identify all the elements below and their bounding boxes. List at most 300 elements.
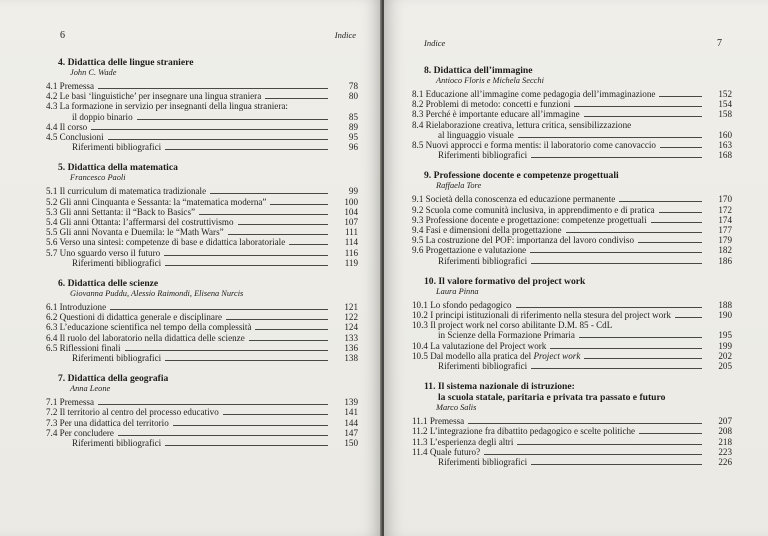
section-number: 10.2 bbox=[412, 310, 428, 321]
entry-line bbox=[412, 351, 706, 361]
dot-leader bbox=[173, 425, 328, 426]
section-title: Gli anni Cinquanta e Sessanta: la “matematica moderna” bbox=[59, 196, 267, 207]
page-reference: 89 bbox=[348, 121, 358, 132]
entry-line bbox=[412, 416, 706, 426]
section-number: 9.3 bbox=[412, 214, 424, 225]
section-number: 4.2 bbox=[46, 91, 58, 102]
dot-leader bbox=[516, 307, 702, 308]
page-reference: 195 bbox=[718, 330, 732, 341]
section-number: 7.3 bbox=[46, 417, 58, 428]
toc-entry bbox=[46, 91, 358, 101]
section-number: 5.1 bbox=[46, 186, 58, 197]
section-number: 8.1 bbox=[412, 89, 424, 99]
dot-leader bbox=[110, 309, 328, 310]
toc-entry bbox=[412, 225, 732, 235]
toc-entry bbox=[412, 341, 732, 351]
page-reference: 226 bbox=[718, 457, 732, 468]
section-number: 6.5 bbox=[46, 342, 58, 353]
page-reference: 133 bbox=[344, 332, 358, 343]
toc-chapter bbox=[412, 276, 732, 371]
section-title: Premessa bbox=[59, 397, 95, 408]
entry-label bbox=[438, 457, 527, 467]
entry-label bbox=[412, 194, 615, 204]
entry-label bbox=[46, 207, 195, 217]
entry-label bbox=[412, 437, 513, 447]
section-title: Educazione all’immagine come pedagogia dell’immaginazione bbox=[425, 89, 656, 99]
toc-entry bbox=[412, 215, 732, 225]
entry-label bbox=[438, 361, 527, 371]
page-reference: 170 bbox=[718, 194, 732, 205]
dot-leader bbox=[165, 360, 328, 361]
section-number: 8.2 bbox=[412, 99, 424, 110]
toc-references-entry bbox=[46, 142, 358, 152]
entry-label bbox=[46, 81, 94, 91]
page-reference: 99 bbox=[348, 186, 358, 197]
section-title: Riferimenti bibliografici bbox=[72, 353, 162, 364]
toc-chapter bbox=[46, 278, 362, 363]
dot-leader bbox=[518, 137, 702, 138]
section-title: Professione docente e progettazione: competenze progettuali bbox=[425, 214, 647, 225]
page-reference: 136 bbox=[344, 342, 358, 353]
dot-leader bbox=[651, 222, 702, 223]
page-reference: 160 bbox=[718, 129, 732, 140]
dot-leader bbox=[165, 445, 328, 446]
toc-references-entry bbox=[412, 256, 732, 266]
toc-entry bbox=[46, 186, 358, 196]
section-number: 10.3 bbox=[412, 320, 428, 331]
entry-line bbox=[46, 81, 332, 91]
entry-continuation-line bbox=[412, 130, 706, 140]
toc-entry bbox=[46, 237, 358, 247]
toc-entry bbox=[46, 397, 358, 407]
page-reference: 177 bbox=[718, 225, 732, 236]
entry-label bbox=[72, 353, 161, 363]
chapter-authors: John C. Wade bbox=[70, 68, 117, 77]
entry-line bbox=[46, 217, 332, 227]
toc-entry bbox=[412, 300, 732, 310]
dot-leader bbox=[584, 116, 702, 117]
section-number: 10.4 bbox=[412, 340, 428, 351]
section-number: 10.1 bbox=[412, 299, 428, 310]
entry-label bbox=[46, 91, 261, 101]
entry-label bbox=[46, 248, 160, 258]
dot-leader bbox=[98, 88, 328, 89]
right-page bbox=[384, 0, 768, 536]
entry-label bbox=[438, 150, 527, 160]
toc-entry bbox=[412, 205, 732, 215]
page-number: 6 bbox=[60, 30, 65, 41]
dot-leader bbox=[484, 454, 702, 455]
entry-line bbox=[46, 428, 332, 438]
toc-entry bbox=[46, 312, 358, 322]
entry-line bbox=[46, 91, 332, 101]
chapter-authors: Marco Salis bbox=[436, 403, 477, 413]
dot-leader bbox=[108, 139, 328, 140]
section-title-continued: in Scienze della Formazione Primaria bbox=[438, 330, 575, 341]
entry-label bbox=[46, 418, 169, 428]
toc-chapter bbox=[46, 162, 362, 268]
toc-references-entry bbox=[46, 353, 358, 363]
entry-line bbox=[46, 248, 332, 258]
entry-first-line bbox=[412, 320, 706, 330]
toc-chapter bbox=[412, 381, 732, 467]
section-number: 4.5 bbox=[46, 132, 58, 143]
entry-line bbox=[412, 447, 706, 457]
section-title: Riferimenti bibliografici bbox=[438, 361, 528, 372]
page-reference: 78 bbox=[348, 81, 358, 91]
entry-label bbox=[412, 351, 580, 361]
dot-leader bbox=[289, 244, 328, 245]
entry-label bbox=[46, 227, 224, 237]
section-title: Premessa bbox=[59, 81, 95, 91]
dot-leader bbox=[228, 234, 328, 235]
page-reference: 172 bbox=[718, 204, 732, 215]
toc-entry bbox=[46, 81, 358, 91]
entry-line bbox=[46, 333, 332, 343]
section-title: Nuovi approcci e forma mentis: il laboratorio come canovaccio bbox=[425, 140, 656, 151]
toc-chapters bbox=[412, 65, 732, 467]
entry-line bbox=[412, 300, 706, 310]
toc-entry bbox=[412, 109, 732, 119]
section-title: Gli anni Novanta e Duemila: le “Math Wars” bbox=[59, 227, 224, 238]
section-title: Introduzione bbox=[59, 302, 107, 313]
entry-line bbox=[412, 215, 706, 225]
running-head-title: Indice bbox=[334, 30, 356, 40]
chapter-authors: Antioco Floris e Michela Secchi bbox=[436, 76, 544, 85]
section-number: 5.6 bbox=[46, 237, 58, 248]
toc-references-entry bbox=[46, 258, 358, 268]
page-reference: 190 bbox=[718, 310, 732, 321]
section-title: La valutazione del Project work bbox=[430, 340, 547, 351]
dot-leader bbox=[468, 423, 702, 424]
page-reference: 207 bbox=[718, 416, 732, 427]
section-number: 5.4 bbox=[46, 217, 58, 228]
page-reference: 116 bbox=[344, 247, 358, 258]
chapter-title: 8. Didattica dell’immagine bbox=[424, 65, 533, 76]
section-number: 4.1 bbox=[46, 81, 58, 91]
section-number: 7.1 bbox=[46, 397, 58, 408]
entry-label bbox=[412, 447, 480, 457]
section-number: 11.2 bbox=[412, 426, 428, 437]
entry-label bbox=[46, 237, 285, 247]
entry-first-line bbox=[46, 101, 332, 111]
entry-line bbox=[412, 205, 706, 215]
section-number: 9.1 bbox=[412, 194, 424, 205]
page-reference: 119 bbox=[344, 257, 358, 268]
running-head-title: Indice bbox=[424, 38, 446, 48]
dot-leader bbox=[125, 350, 328, 351]
entry-line bbox=[412, 109, 706, 119]
entry-label bbox=[412, 245, 526, 255]
toc-references-entry bbox=[46, 438, 358, 448]
page-reference: 150 bbox=[344, 438, 358, 449]
entry-line bbox=[46, 132, 332, 142]
page-reference: 122 bbox=[344, 312, 358, 323]
section-title: Riferimenti bibliografici bbox=[72, 142, 162, 153]
page-reference: 141 bbox=[344, 407, 358, 418]
section-number: 5.3 bbox=[46, 206, 58, 217]
toc-chapters bbox=[46, 57, 362, 448]
entry-line bbox=[46, 418, 332, 428]
dot-leader bbox=[210, 193, 328, 194]
entry-line bbox=[46, 312, 332, 322]
dot-leader bbox=[226, 319, 328, 320]
chapter-authors: Raffaela Tore bbox=[436, 181, 482, 191]
chapter-title: 4. Didattica delle lingue straniere bbox=[58, 57, 194, 68]
entry-label bbox=[46, 302, 106, 312]
entry-line bbox=[412, 194, 706, 204]
section-title: La formazione in servizio per insegnanti della lingua straniera: bbox=[59, 101, 288, 112]
toc-entry bbox=[412, 120, 732, 140]
entry-line bbox=[438, 361, 706, 371]
toc-entry bbox=[46, 333, 358, 343]
chapter-title: 10. Il valore formativo del project work bbox=[424, 275, 586, 287]
entry-label bbox=[412, 341, 546, 351]
toc-references-entry bbox=[412, 150, 732, 160]
entry-label bbox=[412, 225, 562, 235]
page-reference: 104 bbox=[344, 206, 358, 217]
entry-label bbox=[46, 312, 222, 322]
section-number: 5.2 bbox=[46, 196, 58, 207]
entry-first-line bbox=[412, 120, 706, 130]
section-title: Fasi e dimensioni della progettazione bbox=[425, 225, 562, 236]
entry-label bbox=[46, 322, 251, 332]
section-title: La costruzione del POF: importanza del lavoro condiviso bbox=[425, 235, 635, 246]
chapter-title: 7. Didattica della geografia bbox=[58, 373, 169, 385]
page-reference: 114 bbox=[344, 237, 358, 248]
running-head bbox=[412, 38, 732, 52]
section-title: Riflessioni finali bbox=[59, 342, 121, 353]
section-title: L’educazione scientifica nel tempo della complessità bbox=[59, 322, 252, 333]
entry-continuation-line bbox=[412, 330, 706, 340]
entry-label bbox=[46, 428, 114, 438]
dot-leader bbox=[659, 212, 702, 213]
section-title: Scuola come comunità inclusiva, in apprendimento e di pratica bbox=[425, 204, 655, 215]
page-reference: 124 bbox=[344, 322, 358, 333]
entry-line bbox=[412, 99, 706, 109]
section-title: Riferimenti bibliografici bbox=[438, 457, 528, 468]
toc-entry bbox=[46, 132, 358, 142]
left-page bbox=[0, 0, 382, 536]
entry-label bbox=[412, 89, 655, 99]
entry-line bbox=[412, 89, 706, 99]
section-title: Rielaborazione creativa, lettura critica, sensibilizzazione bbox=[425, 119, 632, 130]
entry-line bbox=[438, 256, 706, 266]
toc-entry bbox=[412, 310, 732, 320]
entry-label bbox=[46, 132, 104, 142]
section-number: 9.2 bbox=[412, 204, 424, 215]
entry-line bbox=[412, 310, 706, 320]
dot-leader bbox=[531, 464, 702, 465]
entry-label bbox=[46, 217, 234, 227]
italic-term: Project work bbox=[533, 350, 581, 361]
section-number: 4.4 bbox=[46, 121, 58, 132]
section-title: Le basi ‘linguistiche’ per insegnare una lingua straniera bbox=[59, 91, 262, 102]
dot-leader bbox=[659, 96, 702, 97]
dot-leader bbox=[98, 404, 328, 405]
page-reference: 168 bbox=[718, 150, 732, 161]
entry-label bbox=[46, 333, 245, 343]
dot-leader bbox=[638, 242, 702, 243]
toc-entry bbox=[46, 407, 358, 417]
toc-entry bbox=[46, 322, 358, 332]
section-title: Per una didattica del territorio bbox=[59, 417, 169, 428]
section-number: 11.4 bbox=[412, 446, 428, 457]
section-number: 10.5 bbox=[412, 350, 428, 361]
toc-entry bbox=[412, 194, 732, 204]
entry-line bbox=[46, 122, 332, 132]
page-reference: 152 bbox=[718, 89, 732, 99]
page-reference: 100 bbox=[344, 196, 358, 207]
entry-line bbox=[438, 457, 706, 467]
toc-entry bbox=[46, 343, 358, 353]
entry-label bbox=[72, 438, 161, 448]
section-number: 5.7 bbox=[46, 247, 58, 258]
section-title: Perché è importante educare all’immagine bbox=[425, 109, 580, 120]
section-title: Problemi di metodo: concetti e funzioni bbox=[425, 99, 571, 110]
entry-label bbox=[412, 215, 647, 225]
section-number: 7.2 bbox=[46, 407, 58, 418]
toc-entry bbox=[46, 418, 358, 428]
dot-leader bbox=[165, 265, 328, 266]
section-number: 5.5 bbox=[46, 227, 58, 238]
page-reference: 107 bbox=[344, 217, 358, 228]
dot-leader bbox=[660, 147, 702, 148]
dot-leader bbox=[255, 329, 328, 330]
page-reference: 218 bbox=[718, 436, 732, 447]
entry-label bbox=[46, 343, 121, 353]
section-title-continued: il doppio binario bbox=[72, 111, 133, 122]
chapter-authors: Francesco Paoli bbox=[70, 173, 126, 183]
toc-entry bbox=[412, 351, 732, 361]
section-number: 9.5 bbox=[412, 235, 424, 246]
page-reference: 144 bbox=[344, 417, 358, 428]
section-number: 9.6 bbox=[412, 245, 424, 256]
dot-leader bbox=[639, 433, 702, 434]
section-title: Progettazione e valutazione bbox=[425, 245, 527, 256]
page-reference: 188 bbox=[718, 299, 732, 310]
section-title: Uno sguardo verso il futuro bbox=[59, 247, 161, 258]
chapter-title: 9. Professione docente e competenze progettuali bbox=[424, 170, 619, 182]
section-title: Quale futuro? bbox=[429, 446, 481, 457]
section-title: L’esperienza degli altri bbox=[429, 436, 514, 447]
entry-label bbox=[46, 197, 266, 207]
page-reference: 163 bbox=[718, 140, 732, 151]
toc-entry bbox=[412, 245, 732, 255]
dot-leader bbox=[164, 255, 328, 256]
section-title: I principi istituzionali di riferimento nella stesura del project work bbox=[430, 310, 671, 321]
dot-leader bbox=[137, 119, 328, 120]
toc-entry bbox=[412, 437, 732, 447]
running-head bbox=[46, 30, 362, 44]
section-title: Il corso bbox=[59, 121, 88, 132]
entry-label bbox=[72, 142, 161, 152]
dot-leader bbox=[118, 435, 328, 436]
toc-chapter bbox=[412, 65, 732, 160]
entry-continuation-line bbox=[46, 112, 332, 122]
section-title: Riferimenti bibliografici bbox=[438, 150, 528, 161]
section-title: Il curriculum di matematica tradizionale bbox=[59, 186, 207, 197]
entry-line bbox=[46, 302, 332, 312]
entry-line bbox=[412, 225, 706, 235]
entry-line bbox=[46, 207, 332, 217]
page-reference: 179 bbox=[718, 235, 732, 246]
section-number: 6.3 bbox=[46, 322, 58, 333]
toc-entry bbox=[46, 428, 358, 438]
dot-leader bbox=[91, 129, 328, 130]
entry-line bbox=[46, 343, 332, 353]
entry-line bbox=[412, 341, 706, 351]
toc-references-entry bbox=[412, 361, 732, 371]
entry-line bbox=[46, 227, 332, 237]
section-title: Riferimenti bibliografici bbox=[72, 257, 162, 268]
section-title: Riferimenti bibliografici bbox=[72, 438, 162, 449]
chapter-title-continued: la scuola statale, paritaria e privata tra passato e futuro bbox=[438, 392, 666, 404]
toc-entry bbox=[412, 99, 732, 109]
toc-chapter bbox=[46, 57, 362, 152]
dot-leader bbox=[223, 414, 328, 415]
section-title: Il ruolo del laboratorio nella didattica delle scienze bbox=[59, 332, 245, 343]
page-reference: 85 bbox=[348, 111, 358, 122]
section-number: 9.4 bbox=[412, 225, 424, 236]
page-reference: 154 bbox=[718, 99, 732, 110]
page-reference: 139 bbox=[344, 397, 358, 408]
toc-entry bbox=[46, 302, 358, 312]
entry-line bbox=[72, 438, 332, 448]
dot-leader bbox=[249, 340, 328, 341]
page-reference: 182 bbox=[718, 245, 732, 256]
toc-entry bbox=[412, 140, 732, 150]
entry-label bbox=[412, 140, 656, 150]
section-number: 6.2 bbox=[46, 312, 58, 323]
entry-label bbox=[412, 426, 635, 436]
dot-leader bbox=[531, 157, 702, 158]
dot-leader bbox=[199, 214, 328, 215]
entry-label bbox=[412, 416, 464, 426]
entry-label bbox=[46, 122, 87, 132]
section-number: 8.5 bbox=[412, 140, 424, 151]
page-reference: 202 bbox=[718, 350, 732, 361]
section-number: 6.1 bbox=[46, 302, 58, 313]
section-number: 7.4 bbox=[46, 427, 58, 438]
entry-label bbox=[46, 407, 219, 417]
section-title: Lo sfondo pedagogico bbox=[430, 299, 512, 310]
entry-line bbox=[72, 142, 332, 152]
section-title: Il territorio al centro del processo educativo bbox=[59, 407, 219, 418]
dot-leader bbox=[675, 317, 702, 318]
entry-line bbox=[46, 407, 332, 417]
dot-leader bbox=[531, 368, 702, 369]
section-number: 8.4 bbox=[412, 119, 424, 130]
entry-line bbox=[46, 237, 332, 247]
toc-entry bbox=[46, 207, 358, 217]
section-number: 11.3 bbox=[412, 436, 428, 447]
toc-chapter bbox=[412, 170, 732, 265]
dot-leader bbox=[165, 149, 328, 150]
section-title: Conclusioni bbox=[59, 132, 104, 143]
dot-leader bbox=[550, 348, 702, 349]
entry-line bbox=[46, 186, 332, 196]
entry-line bbox=[46, 197, 332, 207]
section-number: 4.3 bbox=[46, 101, 58, 112]
toc-entry bbox=[412, 320, 732, 340]
dot-leader bbox=[531, 263, 702, 264]
page-number: 7 bbox=[717, 38, 722, 49]
toc-entry bbox=[412, 426, 732, 436]
section-title: Il project work nel corso abilitante D.M. 85 - CdL bbox=[430, 320, 613, 331]
page-reference: 158 bbox=[718, 109, 732, 120]
dot-leader bbox=[619, 201, 702, 202]
